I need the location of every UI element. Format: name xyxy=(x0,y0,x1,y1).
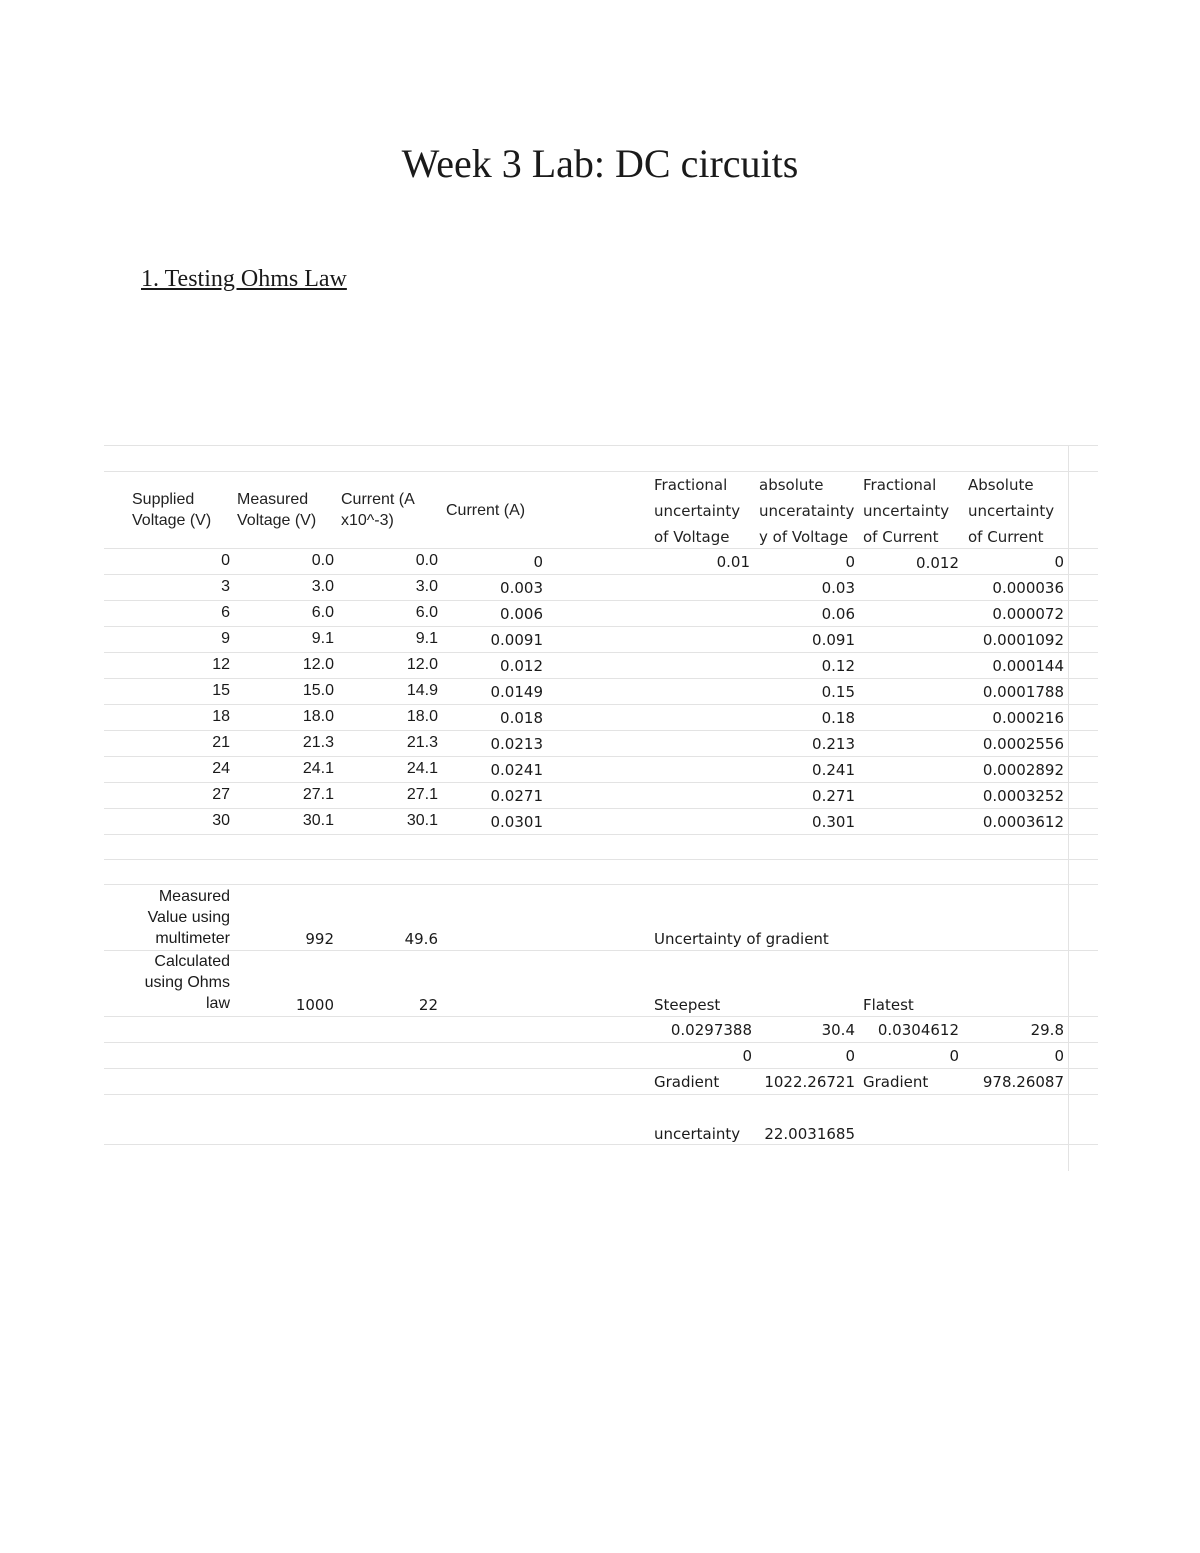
cell-measured: 9.1 xyxy=(311,630,334,647)
cell-current-a: 0.0091 xyxy=(490,631,543,649)
header-fractional-voltage: Fractional uncertainty of Voltage xyxy=(654,476,741,546)
cell-current-ma: 6.0 xyxy=(415,604,438,621)
flatest-label: Flatest xyxy=(863,996,914,1014)
cell-abs-v: 0.03 xyxy=(821,579,855,597)
cell-current-a: 0 xyxy=(533,553,543,571)
cell-abs-v: 0.241 xyxy=(812,761,855,779)
cell-abs-v: 0 xyxy=(845,553,855,571)
cell-current-ma: 9.1 xyxy=(415,630,438,647)
cell-measured: 27.1 xyxy=(302,786,334,803)
cell-current-a: 0.018 xyxy=(500,709,543,727)
header-current-a: Current (A) xyxy=(446,502,526,519)
cell-current-a: 0.0149 xyxy=(490,683,543,701)
grid-line xyxy=(104,1016,1098,1017)
spreadsheet xyxy=(104,445,1098,1171)
cell-supplied: 12 xyxy=(212,656,230,673)
grid-line xyxy=(104,704,1098,705)
cell-abs-v: 0.301 xyxy=(812,813,855,831)
grid-line xyxy=(104,730,1098,731)
cell-current-a: 0.0271 xyxy=(490,787,543,805)
grid-line xyxy=(104,756,1098,757)
cell-measured: 24.1 xyxy=(302,760,334,777)
grid-line xyxy=(104,445,1098,446)
cell-abs-c: 0.000144 xyxy=(992,657,1064,675)
cell-abs-c: 0.000036 xyxy=(992,579,1064,597)
flatest-gradient-label: Gradient xyxy=(863,1073,929,1091)
cell-measured: 6.0 xyxy=(311,604,334,621)
cell-current-a: 0.0213 xyxy=(490,735,543,753)
grid-line xyxy=(104,808,1098,809)
cell-supplied: 24 xyxy=(212,760,230,777)
header-absolute-current: Absolute uncertainty of Current xyxy=(968,476,1055,546)
steepest-y: 30.4 xyxy=(821,1021,855,1039)
cell-supplied: 27 xyxy=(212,786,230,803)
zero-value: 0 xyxy=(742,1047,752,1065)
page-title: Week 3 Lab: DC circuits xyxy=(401,141,799,186)
cell-abs-v: 0.271 xyxy=(812,787,855,805)
cell-current-ma: 30.1 xyxy=(406,812,438,829)
grid-line xyxy=(104,574,1098,575)
cell-abs-c: 0.000216 xyxy=(992,709,1064,727)
cell-current-a: 0.0301 xyxy=(490,813,543,831)
flatest-y: 29.8 xyxy=(1030,1021,1064,1039)
header-absolute-voltage: absolute unceratainty y of Voltage xyxy=(759,476,855,546)
uncertainty-label: uncertainty xyxy=(654,1125,741,1143)
steepest-gradient-value: 1022.26721 xyxy=(764,1073,855,1091)
cell-supplied: 9 xyxy=(221,630,230,647)
fractional-voltage-value: 0.01 xyxy=(716,553,750,571)
measured-value-label: Measured Value using multimeter xyxy=(147,888,230,947)
steepest-label: Steepest xyxy=(654,996,721,1014)
cell-supplied: 3 xyxy=(221,578,230,595)
grid-line xyxy=(104,626,1098,627)
cell-supplied: 0 xyxy=(221,552,230,569)
cell-current-ma: 24.1 xyxy=(406,760,438,777)
cell-current-ma: 12.0 xyxy=(406,656,438,673)
cell-current-ma: 3.0 xyxy=(415,578,438,595)
cell-measured: 21.3 xyxy=(302,734,334,751)
steepest-x: 0.0297388 xyxy=(670,1021,752,1039)
calculated-value-a: 1000 xyxy=(295,996,334,1014)
measured-value-b: 49.6 xyxy=(404,930,438,948)
header-fractional-current: Fractional uncertainty of Current xyxy=(863,476,950,546)
cell-abs-c: 0.0001788 xyxy=(982,683,1064,701)
cell-supplied: 18 xyxy=(212,708,230,725)
zero-value: 0 xyxy=(1054,1047,1064,1065)
cell-current-a: 0.0241 xyxy=(490,761,543,779)
cell-supplied: 15 xyxy=(212,682,230,699)
grid-line xyxy=(104,1094,1098,1095)
zero-value: 0 xyxy=(949,1047,959,1065)
cell-abs-v: 0.18 xyxy=(821,709,855,727)
cell-supplied: 21 xyxy=(212,734,230,751)
cell-abs-c: 0.0001092 xyxy=(982,631,1064,649)
cell-abs-v: 0.213 xyxy=(812,735,855,753)
cell-current-a: 0.006 xyxy=(500,605,543,623)
grid-line xyxy=(104,950,1098,951)
cell-current-a: 0.012 xyxy=(500,657,543,675)
calculated-value-label: Calculated using Ohms law xyxy=(144,953,230,1012)
grid-line xyxy=(104,1042,1098,1043)
cell-measured: 30.1 xyxy=(302,812,334,829)
cell-abs-v: 0.12 xyxy=(821,657,855,675)
cell-current-a: 0.003 xyxy=(500,579,543,597)
header-current-ma: Current (A x10^-3) xyxy=(341,491,415,529)
cell-measured: 3.0 xyxy=(311,578,334,595)
cell-current-ma: 18.0 xyxy=(406,708,438,725)
grid-line xyxy=(104,859,1098,860)
cell-supplied: 30 xyxy=(212,812,230,829)
zero-value: 0 xyxy=(845,1047,855,1065)
cell-abs-c: 0.0002556 xyxy=(982,735,1064,753)
cell-current-ma: 27.1 xyxy=(406,786,438,803)
cell-measured: 12.0 xyxy=(302,656,334,673)
cell-current-ma: 21.3 xyxy=(406,734,438,751)
cell-abs-c: 0 xyxy=(1054,553,1064,571)
uncertainty-of-gradient-label: Uncertainty of gradient xyxy=(654,930,829,948)
cell-abs-v: 0.06 xyxy=(821,605,855,623)
cell-abs-c: 0.0003252 xyxy=(982,787,1064,805)
fractional-current-value: 0.012 xyxy=(916,554,959,572)
grid-line xyxy=(104,1068,1098,1069)
grid-line xyxy=(104,834,1098,835)
grid-line xyxy=(104,884,1098,885)
grid-line xyxy=(104,678,1098,679)
cell-current-ma: 14.9 xyxy=(406,682,438,699)
flatest-gradient-value: 978.26087 xyxy=(982,1073,1064,1091)
cell-abs-c: 0.0003612 xyxy=(982,813,1064,831)
grid-line xyxy=(104,782,1098,783)
steepest-gradient-label: Gradient xyxy=(654,1073,720,1091)
calculated-value-b: 22 xyxy=(418,996,438,1014)
grid-line xyxy=(104,600,1098,601)
cell-abs-v: 0.091 xyxy=(812,631,855,649)
grid-line xyxy=(104,1144,1098,1145)
section-heading: 1. Testing Ohms Law xyxy=(141,266,347,292)
grid-line xyxy=(104,652,1098,653)
cell-measured: 15.0 xyxy=(302,682,334,699)
cell-supplied: 6 xyxy=(221,604,230,621)
cell-abs-c: 0.000072 xyxy=(992,605,1064,623)
header-supplied-voltage: Supplied Voltage (V) xyxy=(132,491,212,529)
measured-value-a: 992 xyxy=(305,930,334,948)
cell-current-ma: 0.0 xyxy=(415,552,438,569)
cell-abs-v: 0.15 xyxy=(821,683,855,701)
cell-measured: 18.0 xyxy=(302,708,334,725)
grid-column-line xyxy=(1068,445,1069,1171)
cell-abs-c: 0.0002892 xyxy=(982,761,1064,779)
header-measured-voltage: Measured Voltage (V) xyxy=(237,491,317,529)
uncertainty-value: 22.0031685 xyxy=(764,1125,855,1143)
grid-line xyxy=(104,548,1098,549)
flatest-x: 0.0304612 xyxy=(877,1021,959,1039)
cell-measured: 0.0 xyxy=(311,552,334,569)
